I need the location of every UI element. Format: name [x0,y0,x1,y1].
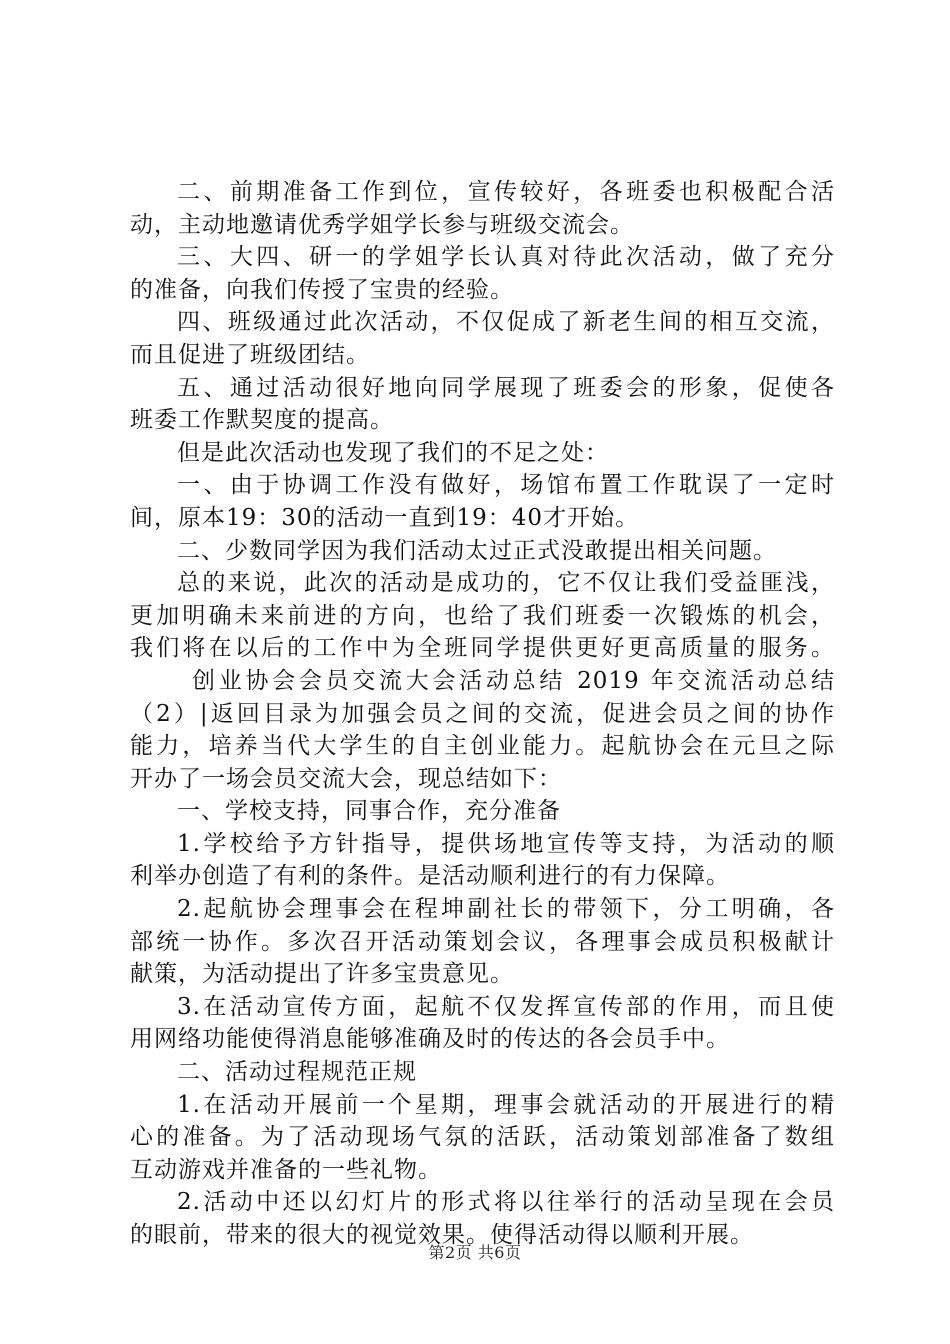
text-line: 四、班级通过此次活动，不仅促成了新老生间的相互交流， [177,309,835,336]
text-line: 利举办创造了有利的条件。是活动顺利进行的有力保障。 [130,863,730,890]
text-line: 总的来说，此次的活动是成功的，它不仅让我们受益匪浅， [177,570,835,597]
text-line: 班委工作默契度的提高。 [130,407,394,434]
text-line: 3.在活动宣传方面，起航不仅发挥宣传部的作用，而且使 [177,993,835,1020]
text-line: 创业协会会员交流大会活动总结 2019 年交流活动总结 [192,667,835,694]
page-footer: 第2页 共6页 [428,1243,522,1262]
text-line: 1.学校给予方针指导，提供场地宣传等支持，为活动的顺 [177,830,835,857]
text-line: 献策，为活动提出了许多宝贵意见。 [130,961,514,988]
text-line: 一、学校支持，同事合作，充分准备 [177,798,561,825]
text-line: 互动游戏并准备的一些礼物。 [130,1156,442,1183]
text-line: 用网络功能使得消息能够准确及时的传达的各会员手中。 [130,1026,730,1053]
text-line: 但是此次活动也发现了我们的不足之处： [177,439,609,466]
text-line: 更加明确未来前进的方向，也给了我们班委一次锻炼的机会， [130,602,835,629]
text-line: 2.起航协会理事会在程坤副社长的带领下，分工明确，各 [177,896,835,923]
text-line: 1.在活动开展前一个星期，理事会就活动的开展进行的精 [177,1091,835,1118]
text-line: 心的准备。为了活动现场气氛的活跃，活动策划部准备了数组 [130,1124,835,1151]
text-line: （2）|返回目录为加强会员之间的交流，促进会员之间的协作 [130,700,835,727]
text-line: 而且促进了班级团结。 [130,341,370,368]
text-line: 的眼前，带来的很大的视觉效果。使得活动得以顺利开展。 [130,1222,754,1248]
text-line: 一、由于协调工作没有做好，场馆布置工作耽误了一定时 [177,472,835,499]
text-line: 开办了一场会员交流大会，现总结如下： [130,765,562,792]
text-line: 的准备，向我们传授了宝贵的经验。 [130,276,514,303]
text-line: 动，主动地邀请优秀学姐学长参与班级交流会。 [130,211,634,238]
text-line: 能力，培养当代大学生的自主创业能力。起航协会在元旦之际 [130,733,835,760]
text-line: 二、活动过程规范正规 [177,1059,417,1086]
text-line: 二、少数同学因为我们活动太过正式没敢提出相关问题。 [177,537,777,564]
text-line: 2.活动中还以幻灯片的形式将以往举行的活动呈现在会员 [177,1189,835,1216]
text-line: 间，原本19：30的活动一直到19：40才开始。 [130,504,640,531]
text-line: 五、通过活动很好地向同学展现了班委会的形象，促使各 [177,374,835,401]
text-line: 我们将在以后的工作中为全班同学提供更好更高质量的服务。 [130,635,835,662]
text-line: 三、大四、研一的学姐学长认真对待此次活动，做了充分 [177,244,835,271]
text-line: 部统一协作。多次召开活动策划会议，各理事会成员积极献计 [130,928,835,955]
document-body [130,176,835,1252]
text-line: 二、前期准备工作到位，宣传较好，各班委也积极配合活 [177,179,835,205]
